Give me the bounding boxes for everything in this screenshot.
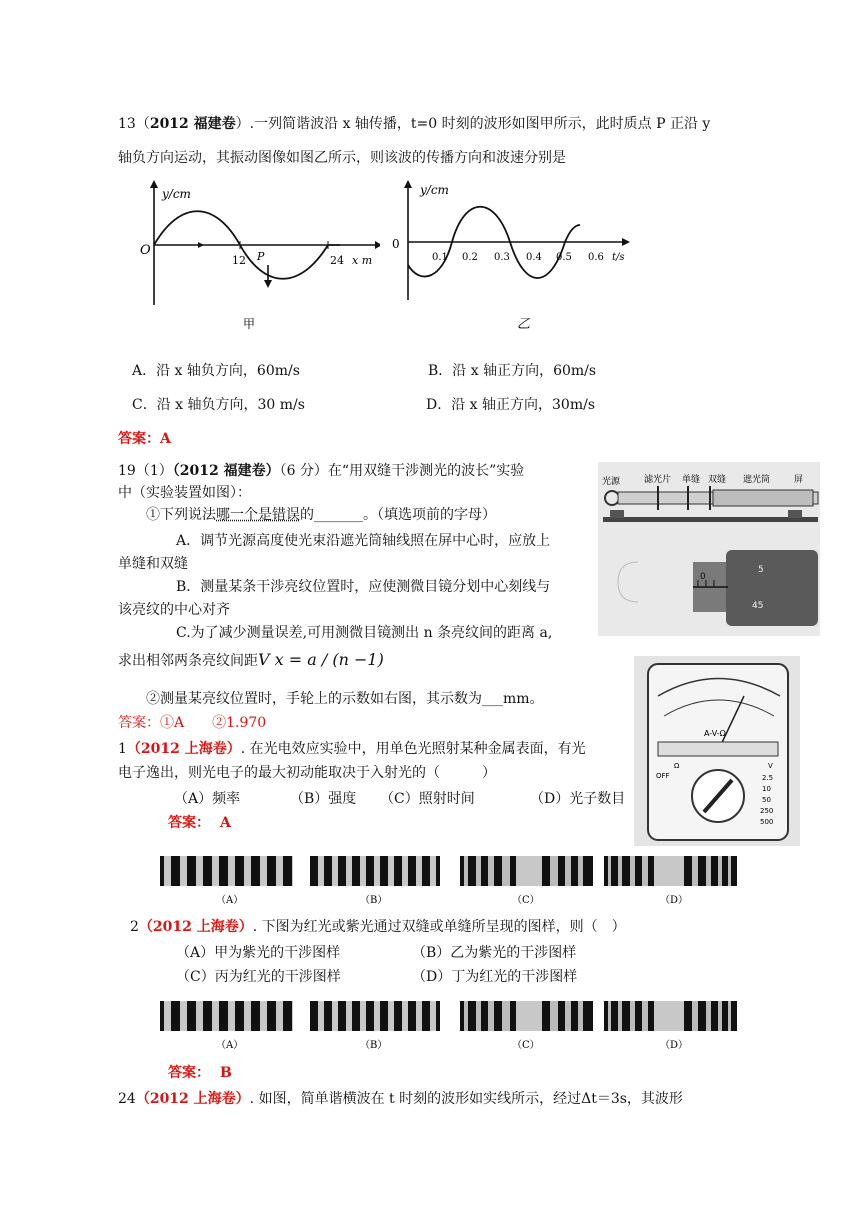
q1-text1: . 在光电效应实验中，用单色光照射某种金属表面，有光 bbox=[240, 741, 586, 757]
q19-line2: 中（实验装置如图）： bbox=[118, 485, 251, 501]
q13-number: 13 bbox=[118, 116, 136, 132]
q13-graph-wave bbox=[140, 180, 380, 330]
graph-a-ylabel: y/cm bbox=[162, 187, 191, 201]
graph-a-caption: 甲 bbox=[243, 317, 256, 330]
meter-label-2-5: 2.5 bbox=[762, 774, 774, 782]
fringe-pattern-d bbox=[604, 1001, 737, 1031]
fringe-label-a: （A） bbox=[216, 895, 244, 906]
q19-option-c-text: 求出相邻两条亮纹间距 bbox=[118, 653, 258, 669]
q2-option-d: （D）丁为红光的干涉图样 bbox=[412, 969, 578, 985]
q19-option-b-line1: B．测量某条干涉亮纹位置时，应使测微目镜分划中心刻线与 bbox=[176, 579, 551, 595]
meter-label-avo: A-V-Ω bbox=[704, 729, 726, 738]
fringe-pattern-row-top bbox=[160, 854, 760, 909]
q1-answer-label: 答案： bbox=[168, 815, 210, 831]
graph-b-tick: 0.2 bbox=[462, 252, 478, 263]
fringe-label-b: （B） bbox=[360, 1040, 388, 1051]
graph-b-tick: 0.6 bbox=[588, 252, 604, 263]
q1-option-b: （B）强度 bbox=[290, 791, 357, 807]
fringe-label-d: （D） bbox=[660, 1040, 689, 1051]
q19-answer: 答案：①A ②1.970 bbox=[118, 715, 267, 731]
q19-option-c-line2 bbox=[118, 650, 384, 670]
q24-source: （2012 上海卷） bbox=[135, 1091, 250, 1107]
graph-b-tick: 0.3 bbox=[494, 252, 510, 263]
apparatus-label-screen: 屏 bbox=[794, 475, 804, 485]
meter-label-off: OFF bbox=[656, 772, 670, 780]
meter-label-ohm: Ω bbox=[674, 762, 680, 770]
micrometer-mark-0: 0 bbox=[700, 572, 706, 582]
fringe-pattern-d bbox=[604, 856, 737, 886]
q1-option-d: （D）光子数目 bbox=[530, 791, 626, 807]
q19-sub2: ②测量某亮纹位置时，手轮上的示数如右图，其示数为___mm。 bbox=[146, 691, 544, 707]
q13-paren-close: ） bbox=[235, 116, 250, 132]
double-slit-apparatus-image bbox=[598, 462, 820, 636]
fringe-label-d: （D） bbox=[660, 895, 689, 906]
q2-text1: . 下图为红光或紫光通过双缝或单缝所呈现的图样，则（ ） bbox=[252, 919, 626, 935]
q19-text1: （6 分）在“用双缝干涉测光的波长”实验 bbox=[279, 463, 525, 479]
apparatus-label-source: 光源 bbox=[602, 477, 621, 487]
q1-number: 1 bbox=[118, 741, 127, 757]
graph-b-tick: 0.5 bbox=[556, 252, 572, 263]
fringe-label-c: （C） bbox=[512, 895, 540, 906]
q2-answer-label: 答案： bbox=[168, 1065, 210, 1081]
q13-answer: 答案：A bbox=[118, 431, 171, 447]
q19-sub1 bbox=[146, 504, 496, 524]
q13-text1: .一列简谐波沿 x 轴传播，t=0 时刻的波形如图甲所示，此时质点 P 正沿 y bbox=[249, 116, 711, 132]
graph-a-point-p: P bbox=[257, 250, 265, 263]
graph-a-tick-24: 24 bbox=[330, 254, 344, 267]
micrometer-mark-5: 5 bbox=[758, 565, 764, 575]
q19-formula: V x = a / (n −1) bbox=[258, 650, 384, 669]
graph-b-tick: 0.4 bbox=[526, 252, 542, 263]
q2-option-c: （C）丙为红光的干涉图样 bbox=[176, 969, 341, 985]
q24-line1 bbox=[118, 1088, 683, 1108]
q1-source: （2012 上海卷） bbox=[126, 741, 241, 757]
q13-option-b: B．沿 x 轴正方向，60m/s bbox=[428, 363, 597, 379]
apparatus-label-filter: 滤光片 bbox=[644, 475, 672, 485]
q19-sub1-a: ①下列说法 bbox=[146, 507, 216, 523]
apparatus-label-single-slit: 单缝 bbox=[682, 475, 701, 485]
q13-option-c: C．沿 x 轴负方向，30 m/s bbox=[132, 397, 305, 413]
fringe-pattern-b bbox=[310, 856, 440, 886]
fringe-pattern-a bbox=[160, 856, 293, 886]
graph-b-tick: 0.1 bbox=[432, 252, 448, 263]
q19-option-c-line1: C.为了减少测量误差,可用测微目镜测出 n 条亮纹间的距离 a, bbox=[176, 625, 553, 641]
fringe-label-a: （A） bbox=[216, 1040, 244, 1051]
graph-b-caption: 乙 bbox=[517, 317, 531, 330]
q19-line1 bbox=[118, 460, 524, 480]
q19-option-a-line2: 单缝和双缝 bbox=[118, 556, 188, 572]
q1-option-c: （C）照射时间 bbox=[380, 791, 475, 807]
fringe-pattern-c bbox=[460, 856, 593, 886]
q13-option-a: A．沿 x 轴负方向，60m/s bbox=[132, 363, 300, 379]
q13-source: 2012 福建卷 bbox=[149, 116, 236, 132]
q1-answer-value: A bbox=[220, 815, 231, 831]
multimeter-image bbox=[634, 656, 800, 846]
fringe-pattern-b bbox=[310, 1001, 440, 1031]
q19-option-a-line1: A．调节光源高度使光束沿遮光筒轴线照在屏中心时，应放上 bbox=[176, 533, 551, 549]
meter-label-volt: V bbox=[768, 762, 773, 770]
q1-option-a: （A）频率 bbox=[174, 791, 241, 807]
q19-option-b-line2: 该亮纹的中心对齐 bbox=[118, 602, 230, 618]
q2-source: （2012 上海卷） bbox=[138, 919, 253, 935]
q2-option-a: （A）甲为紫光的干涉图样 bbox=[176, 945, 341, 961]
graph-b-xunit: t/s bbox=[612, 252, 625, 263]
graph-a-origin: O bbox=[140, 243, 151, 258]
apparatus-label-tube: 遮光筒 bbox=[743, 475, 771, 485]
q2-answer-value: B bbox=[220, 1065, 232, 1081]
q13-option-d: D．沿 x 轴正方向，30m/s bbox=[426, 397, 596, 413]
meter-label-250: 250 bbox=[760, 807, 774, 815]
fringe-pattern-row-bottom bbox=[160, 999, 760, 1054]
micrometer-mark-45: 45 bbox=[752, 601, 764, 611]
graph-a-tick-12: 12 bbox=[232, 254, 246, 267]
q2-line1 bbox=[130, 916, 626, 936]
meter-label-50: 50 bbox=[762, 796, 771, 804]
q13-graph-vibration bbox=[390, 180, 630, 330]
q19-sub1-b: 的_______。（填选项前的字母） bbox=[300, 507, 496, 523]
q24-text1: . 如图，简单谐横波在 t 时刻的波形如实线所示，经过Δt＝3s，其波形 bbox=[249, 1091, 683, 1107]
q13-line1 bbox=[118, 113, 710, 133]
q19-sub1-emphasis: 哪一个是错误 bbox=[216, 507, 300, 523]
q19-number: 19（1） bbox=[118, 463, 173, 479]
fringe-label-c: （C） bbox=[512, 1040, 540, 1051]
meter-label-10: 10 bbox=[762, 785, 771, 793]
q19-source: （2012 福建卷） bbox=[172, 463, 280, 479]
fringe-pattern-a bbox=[160, 1001, 293, 1031]
q1-line1 bbox=[118, 738, 586, 758]
q1-answer bbox=[168, 812, 231, 832]
fringe-label-b: （B） bbox=[360, 895, 388, 906]
q2-answer bbox=[168, 1062, 232, 1082]
apparatus-label-double-slit: 双缝 bbox=[708, 475, 727, 485]
graph-b-ylabel: y/cm bbox=[420, 183, 449, 197]
q2-number: 2 bbox=[130, 919, 139, 935]
q13-line2: 轴负方向运动，其振动图像如图乙所示，则该波的传播方向和波速分别是 bbox=[118, 150, 566, 166]
q2-option-b: （B）乙为紫光的干涉图样 bbox=[412, 945, 577, 961]
q1-line2: 电子逸出，则光电子的最大初动能取决于入射光的（ ） bbox=[118, 765, 496, 781]
graph-a-xunit: x m bbox=[352, 254, 373, 267]
meter-label-500: 500 bbox=[760, 818, 774, 826]
q24-number: 24 bbox=[118, 1091, 136, 1107]
graph-b-origin: 0 bbox=[392, 237, 400, 251]
fringe-pattern-c bbox=[460, 1001, 593, 1031]
q13-paren: （ bbox=[135, 116, 150, 132]
